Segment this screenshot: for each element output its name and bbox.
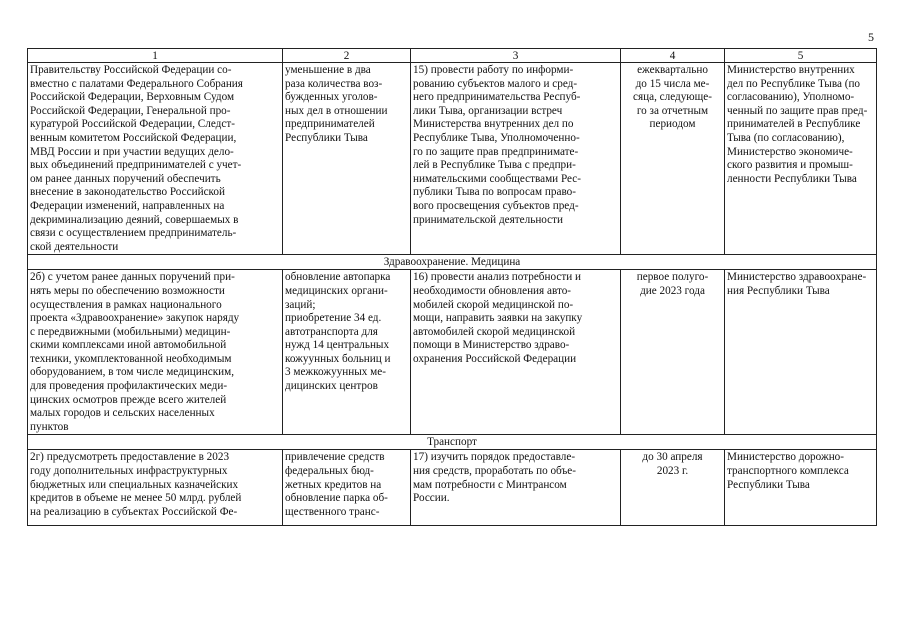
- plan-table: [27, 48, 877, 526]
- section-row: [28, 255, 877, 270]
- header-col-1: 1: [28, 49, 283, 63]
- header-row: [28, 49, 877, 63]
- cell-deadline: [621, 450, 725, 526]
- cell-text: 2б) с учетом ранее данных поручений при- нять меры по обеспечению возможности осуществления в рамках национального проекта «Здравоохранение» закупок наряду с передвижными (мобильными) медицин- скими комплексами иной автомобильной техники, укомплектованной необходимым оборудованием, в том числе медицинским, для проведения профилактических меди- цинских осмотров прежде всего жителей малых городов и сельских населенных пунктов: [30, 271, 240, 433]
- cell-action: [411, 270, 621, 435]
- header-col-4: 4: [621, 49, 725, 63]
- section-row: [28, 435, 877, 450]
- table-row: [28, 63, 877, 255]
- header-col-2: 2: [283, 49, 411, 63]
- cell-text: до 30 апреля 2023 г.: [642, 451, 703, 478]
- cell-action: [411, 63, 621, 255]
- cell-text: 15) провести работу по информи- рованию субъектов малого и сред- него предпринимательства Респуб- лики Тыва, организации встреч Министерства внутренних дел по Республике Тыва, Уполномоченно- го по защите прав предпринимате- лей в Республике Тыва с предпри- нимательскими сообществами Рес- публики Тыва по вопросам право- вого просвещения субъектов пред- принимательской деятельности: [413, 64, 581, 226]
- cell-text: обновление автопарка медицинских органи- заций; приобретение 34 ед. автотранспорта для нужд 14 центральных кожуунных больниц и 3 межкожуунных ме- дицинских центров: [285, 271, 391, 393]
- cell-text: Министерство внутренних дел по Республике Тыва (по согласованию), Уполномо- ченный по защите прав пред- принимателей в Республике Тыва (по согласованию), Министерство экономиче- ского развития и промыш- ленности Республики Тыва: [727, 64, 868, 185]
- cell-instruction: [28, 63, 283, 255]
- cell-text: привлечение средств федеральных бюд- жетных кредитов на обновление парка об- щественного транс-: [285, 451, 388, 518]
- page-number: 5: [868, 30, 874, 44]
- cell-text: ежеквартально до 15 числа ме- сяца, следующе- го за отчетным периодом: [633, 64, 712, 131]
- cell-text: первое полуго- дие 2023 года: [636, 271, 709, 297]
- header-col-5: 5: [725, 49, 877, 63]
- cell-indicator: [283, 63, 411, 255]
- cell-deadline: [621, 63, 725, 255]
- table-row: [28, 450, 877, 526]
- cell-indicator: [283, 270, 411, 435]
- cell-text: 2г) предусмотреть предоставление в 2023 году дополнительных инфраструктурных бюджетных или специальных казначейских кредитов в объеме не менее 50 млрд. рублей на реализацию в субъектах Российской Фе-: [30, 451, 242, 518]
- cell-text: 16) провести анализ потребности и необходимости обновления авто- мобилей скорой медицинской по- мощи, направить заявки на закупку автомобилей скорой медицинской помощи в Министерство здраво- охранения Российской Федерации: [413, 271, 583, 365]
- cell-responsible: [725, 63, 877, 255]
- cell-indicator: [283, 450, 411, 526]
- cell-responsible: [725, 450, 877, 526]
- cell-responsible: [725, 270, 877, 435]
- cell-text: Министерство дорожно- транспортного комплекса Республики Тыва: [727, 451, 849, 491]
- section-title: Здравоохранение. Медицина: [28, 255, 877, 270]
- header-col-3: 3: [411, 49, 621, 63]
- cell-text: Министерство здравоохране- ния Республики Тыва: [727, 271, 867, 297]
- cell-text: Правительству Российской Федерации со- вместно с палатами Федерального Собрания Российской Федерации, Верховным Судом Российской Федерации, Генеральной про- куратурой Российской Федерации, Следст- венным комитетом Российской Федерации, МВД России и при участии ведущих дело- вых объединений предпринимателей с учет- ом ранее данных поручений обеспечить внесение в законодательство Российской Федерации изменений, направленных на декриминализацию деяний, совершаемых в связи с осуществлением предприниматель- ской деятельности: [30, 64, 243, 253]
- section-title: Транспорт: [28, 435, 877, 450]
- cell-action: [411, 450, 621, 526]
- cell-instruction: [28, 450, 283, 526]
- cell-instruction: [28, 270, 283, 435]
- cell-deadline: [621, 270, 725, 435]
- table-row: [28, 270, 877, 435]
- cell-text: уменьшение в два раза количества воз- бужденных уголов- ных дел в отношении предпринимателей Республики Тыва: [285, 64, 388, 144]
- cell-text: 17) изучить порядок предоставле- ния средств, проработать по объе- мам потребности с Минтрансом России.: [413, 451, 576, 505]
